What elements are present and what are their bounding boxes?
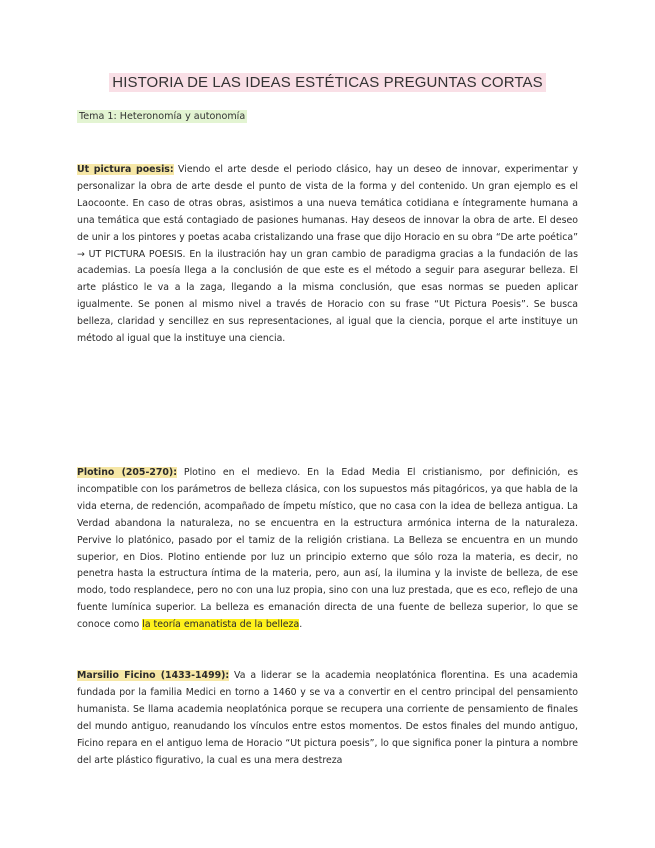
highlighted-phrase: la teoría emanatista de la belleza <box>142 619 300 631</box>
paragraph-text: Viendo el arte desde el periodo clásico, hay un deseo de innovar, experimentar y personalizar la obra de arte desde el punto de vista de la forma y del contenido. Un gran ejemplo es el Laocoonte. En caso de otras obras, asistimos a una nueva temática cotidiana e íntegramente humana a una temática que está contagiado de pasiones humanas. Hay deseos de innovar la obra de arte. El deseo de unir a los pintores y poetas acaba cristalizando una frase que dijo Horacio en su obra “De arte poética” → UT PICTURA POESIS. En la ilustración hay un gran cambio de paradigma gracias a la fundación de las academias. La poesía llega a la conclusión de que este es el método a seguir para asegurar belleza. El arte plástico le va a la zaga, llegando a la misma conclusión, que esas normas se pueden aplicar igualmente. Se ponen al mismo nivel a través de Horacio con su frase “Ut Pictura Poesis”. Se busca belleza, claridad y sencillez en sus representaciones, al igual que la ciencia, porque el arte instituye un método al igual que la instituye una ciencia. <box>77 164 578 345</box>
document-title: HISTORIA DE LAS IDEAS ESTÉTICAS PREGUNTAS CORTAS <box>0 74 655 91</box>
paragraph-marsilio-ficino <box>77 668 578 769</box>
term-label: Plotino (205-270): <box>77 467 177 478</box>
paragraph-ut-pictura-poesis <box>77 162 578 348</box>
topic-heading: Tema 1: Heteronomía y autonomía <box>79 111 246 122</box>
term-label: Marsilio Ficino (1433-1499): <box>77 670 230 681</box>
paragraph-tail: . <box>299 619 303 631</box>
paragraph-text: Va a liderar se la academia neoplatónica florentina. Es una academia fundada por la familia Medici en torno a 1460 y se va a convertir en el centro principal del pensamiento humanista. Se llama academia neoplatónica porque se recupera una corriente de pensamiento de finales del mundo antiguo, reanudando los vínculos entre estos momentos. De estos finales del mundo antiguo, Ficino repara en el antiguo lema de Horacio “Ut pictura poesis”, lo que significa poner la pintura a nombre del arte plástico figurativo, la cual es una mera destreza <box>77 670 578 766</box>
paragraph-text: Plotino en el medievo. En la Edad Media El cristianismo, por definición, es incompatible con los parámetros de belleza clásica, con los supuestos más pitagóricos, ya que habla de la vida eterna, de redención, acompañado de ímpetu místico, que no casa con la idea de belleza antigua. La Verdad abandona la naturaleza, no se encuentra en la estructura armónica interna de la naturaleza. Pervive lo platónico, pasado por el tamiz de la religión cristiana. La Belleza se encuentra en un mundo superior, en Dios. Plotino entiende por luz un principio externo que sólo roza la materia, es decir, no penetra hasta la estructura íntima de la materia, pero, aun así, la ilumina y la inviste de belleza, de ese modo, todo resplandece, pero no con una luz propia, sino con una luz prestada, que es eco, reflejo de una fuente lumínica superior. La belleza es emanación directa de una fuente de belleza superior, lo que se conoce como <box>77 467 579 631</box>
paragraph-plotino <box>77 465 578 634</box>
term-label: Ut pictura poesis: <box>77 164 174 175</box>
